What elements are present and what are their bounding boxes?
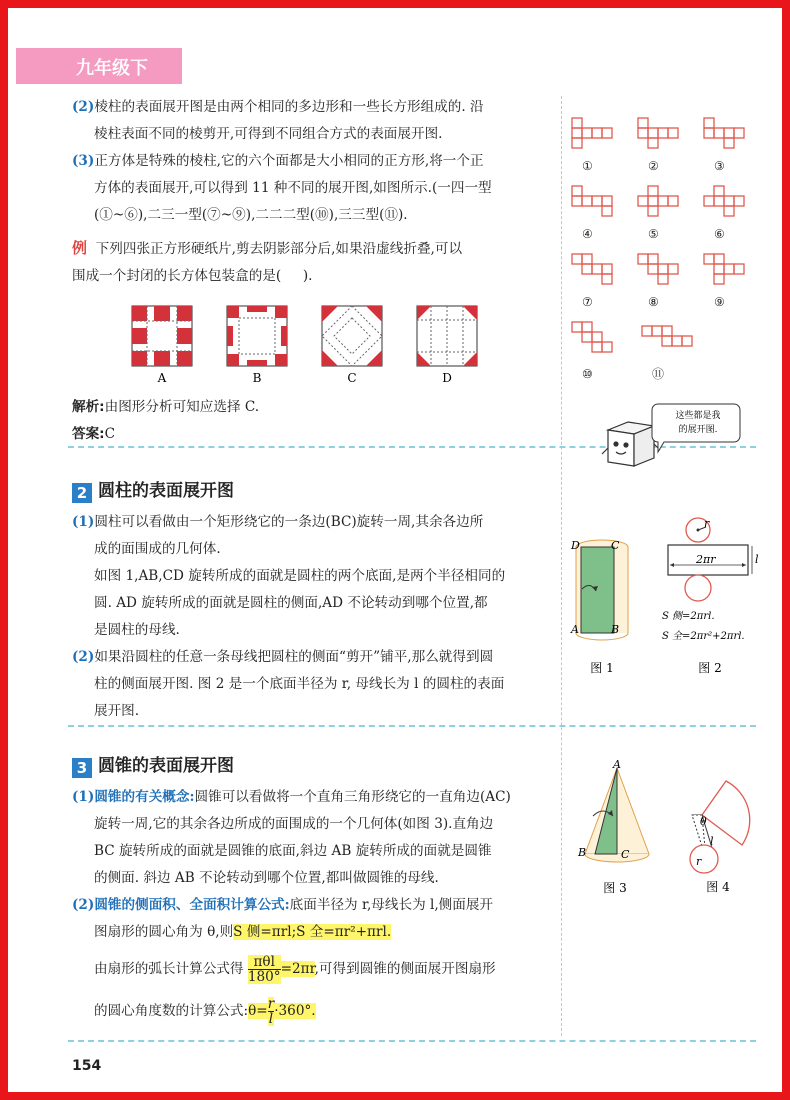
answer-line: 答案:C [72,426,116,442]
cube-net-3 [704,118,744,148]
fig3-label-a: A [613,758,621,771]
cube-nets-figure [566,104,766,404]
fig4-caption: 图 4 [706,880,730,894]
column-divider [561,96,562,1036]
net-label-6: ⑥ [714,227,725,241]
example-tag: 例 [72,239,88,257]
cone-area-formula: S 侧=πrl;S 全=πr²+πrl. [233,924,392,940]
net-label-9: ⑨ [714,295,725,309]
fig4-cone-net [678,773,763,898]
fig1-label-d: D [571,539,580,552]
s3-p1-line3: BC 旋转所成的面就是圆锥的底面,斜边 AB 旋转所成的面就是圆锥 [94,843,492,859]
s2-p2-line3: 展开图. [94,703,140,719]
fig4-r-label: r [696,855,702,868]
option-d-label: D [442,371,452,385]
cube-net-9 [704,254,744,284]
s3-p2-line2: 图扇形的圆心角为 θ,则S 侧=πrl;S 全=πr²+πrl. [94,924,392,940]
s3-p1-line4: 的侧面. 斜边 AB 不论转动到哪个位置,都叫做圆锥的母线. [94,870,439,886]
cube-cartoon [598,400,748,480]
fig2-cylinder-net [658,513,763,678]
net-label-7: ⑦ [582,295,593,309]
option-d-figure [417,306,477,366]
fig3-caption: 图 3 [603,881,627,895]
cube-net-7 [572,254,612,284]
fig3-cone [573,758,663,898]
example-line2: 围成一个封闭的长方体包装盒的是( ). [72,268,313,284]
example-figures [122,298,542,394]
net-label-11: ⑪ [652,367,665,381]
net-label-5: ⑤ [648,227,659,241]
example-line1: 例 下列四张正方形硬纸片,剪去阴影部分后,如果沿虚线折叠,可以 [72,239,463,257]
s2-p1-line2: 成的面围成的几何体. [94,541,221,557]
fig1-label-b: B [611,623,620,636]
s2-p2-line1: (2)如果沿圆柱的任意一条母线把圆柱的侧面“剪开”铺平,那么就得到圆 [72,649,494,665]
cube-net-5 [638,186,678,216]
cube-net-2 [638,118,678,148]
net-label-1: ① [582,159,593,173]
main-column [72,94,556,1028]
option-a-label: A [157,371,167,385]
bubble-line1: 这些都是我 [675,411,721,421]
fig4-theta-label: θ [700,815,707,828]
grade-label: 九年级下 [76,58,148,79]
fig2-side-area: S 侧=2πrl. [662,611,715,622]
net-label-2: ② [648,159,659,173]
option-c-label: C [347,371,357,385]
fig2-caption: 图 2 [698,661,722,675]
fig1-label-c: C [611,539,620,552]
intro-p2-line1: (2)棱柱的表面展开图是由两个相同的多边形和一些长方形组成的. 沿 [72,99,484,115]
analysis-line: 解析:由图形分析可知应选择 C. [72,399,260,415]
intro-p3-line1: (3)正方体是特殊的棱柱,它的六个面都是大小相同的正方形,将一个正 [72,153,484,169]
s3-p1-line1: (1)圆锥的有关概念:圆锥可以看做将一个直角三角形绕它的一直角边(AC) [72,789,511,805]
net-label-10: ⑩ [582,367,593,381]
grade-tab [16,48,182,84]
s2-p1-line5: 是圆柱的母线. [94,622,180,638]
fig2-length-label: l [755,553,759,566]
arc-length-formula: πθl 180° [247,954,281,985]
s3-p2-line1: (2)圆锥的侧面积、全面积计算公式:底面半径为 r,母线长为 l,侧面展开 [72,897,494,913]
cube-net-4 [572,186,612,216]
option-c-figure [322,306,382,366]
fig3-label-b: B [578,846,587,859]
net-label-8: ⑧ [648,295,659,309]
fig3-label-c: C [621,848,630,861]
intro-p3-line2: 方体的表面展开,可以得到 11 种不同的展开图,如图所示.(一四一型 [94,180,492,196]
option-b-figure [227,306,287,366]
fig1-caption: 图 1 [590,661,614,675]
intro-p2-line2: 棱柱表面不同的棱剪开,可得到不同组合方式的表面展开图. [94,126,443,142]
fig4-l-label: l [710,835,714,848]
fig2-total-area: S 全=2πr²+2πrl. [662,631,745,642]
s2-p1-line1: (1)圆柱可以看做由一个矩形绕它的一条边(BC)旋转一周,其余各边所 [72,514,484,530]
angle-formula-fraction: $\frac{r}{l}$ [267,996,275,1027]
cube-net-8 [638,254,678,284]
example-options [72,298,556,394]
s2-p2-line2: 柱的侧面展开图. 图 2 是一个底面半径为 r, 母线长为 l 的圆柱的表面 [94,676,505,692]
net-label-3: ③ [714,159,725,173]
cube-net-6 [704,186,744,216]
fig1-cylinder [568,533,638,678]
bubble-line2: 的展开图. [678,425,718,435]
option-b-label: B [252,371,262,385]
intro-p3-line3: (①~⑥),二三一型(⑦~⑨),二二二型(⑩),三三型(⑪). [94,207,408,223]
s3-p1-line2: 旋转一周,它的其余各边所成的面围成的一个几何体(如图 3).直角边 [94,816,494,832]
s3-angle-formula-line: 的圆心角度数的计算公式:θ= $\frac{r}{l}$ ·360°. [94,996,316,1027]
s2-p1-line3: 如图 1,AB,CD 旋转所成的面就是圆柱的两个底面,是两个半径相同的 [94,568,506,584]
cube-net-11 [642,326,692,346]
section-2-title: 2 圆柱的表面展开图 [72,478,556,505]
page-number: 154 [72,1058,102,1074]
section-3-title: 3 圆锥的表面展开图 [72,753,556,780]
net-label-4: ④ [582,227,593,241]
option-a-figure [132,306,192,366]
fig2-circumference-label: 2πr [696,553,716,566]
footer-divider [68,1040,756,1042]
fig2-radius-label: r [704,517,710,530]
cube-net-10 [572,322,612,352]
cube-net-1 [572,118,612,148]
s3-arc-formula-line: 由扇形的弧长计算公式得 πθl 180° =2πr,可得到圆锥的侧面展开图扇形 [94,954,496,985]
fig1-label-a: A [571,623,579,636]
s2-p1-line4: 圆. AD 旋转所成的面就是圆柱的侧面,AD 不论转动到哪个位置,都 [94,595,488,611]
